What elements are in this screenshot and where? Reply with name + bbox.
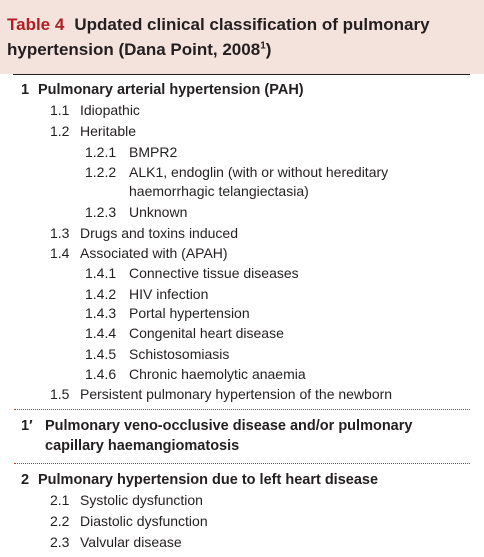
item-number: 1.2.2 xyxy=(85,164,117,180)
item-number: 2.2 xyxy=(50,513,70,529)
item-text: Chronic haemolytic anaemia xyxy=(129,366,306,382)
item-number: 1.3 xyxy=(50,225,70,241)
section-title: capillary haemangiomatosis xyxy=(45,438,240,454)
item-text: Valvular disease xyxy=(80,534,182,550)
section-title: Pulmonary hypertension due to left heart disease xyxy=(38,472,379,488)
item-number: 1.4 xyxy=(50,245,70,261)
item-text: ALK1, endoglin (with or without hereditary xyxy=(129,164,389,180)
item-number: 1.4.6 xyxy=(85,366,117,382)
table-title xyxy=(7,12,477,62)
item-number: 2.3 xyxy=(50,534,70,550)
table-label: Table 4 xyxy=(7,15,65,34)
item-number: 1.2.3 xyxy=(85,204,117,220)
section-title: Pulmonary arterial hypertension (PAH) xyxy=(38,82,304,98)
item-text: Idiopathic xyxy=(80,102,140,118)
section-number: 2 xyxy=(21,472,30,488)
item-number: 1.2 xyxy=(50,123,70,139)
section-divider xyxy=(14,409,470,410)
item-number: 1.1 xyxy=(50,102,70,118)
item-text: haemorrhagic telangiectasia) xyxy=(129,183,309,199)
item-number: 1.4.1 xyxy=(85,265,117,281)
item-text: BMPR2 xyxy=(129,144,178,160)
item-number: 1.5 xyxy=(50,386,70,402)
item-text: Diastolic dysfunction xyxy=(80,513,208,529)
title-close: ) xyxy=(265,40,272,59)
item-text: Heritable xyxy=(80,123,137,139)
section-number: 1 xyxy=(21,82,30,98)
section-divider xyxy=(14,463,470,464)
item-text: Systolic dysfunction xyxy=(80,492,203,508)
item-number: 1.4.4 xyxy=(85,325,117,341)
item-text: Associated with (APAH) xyxy=(80,245,228,261)
item-text: Drugs and toxins induced xyxy=(80,225,238,241)
section-title: Pulmonary veno-occlusive disease and/or pulmonary xyxy=(45,418,413,434)
item-number: 1.4.2 xyxy=(85,286,117,302)
title-reference: 1 xyxy=(260,40,266,52)
table-title-text: Updated clinical classification of pulmonary hypertension (Dana Point, 2008 xyxy=(7,15,430,59)
item-text: Portal hypertension xyxy=(129,305,250,321)
item-text: Congenital heart disease xyxy=(129,325,284,341)
item-number: 1.4.5 xyxy=(85,346,117,362)
item-text: Schistosomiasis xyxy=(129,346,230,362)
section-number: 1′ xyxy=(21,418,33,434)
item-number: 2.1 xyxy=(50,492,70,508)
item-text: HIV infection xyxy=(129,286,209,302)
item-text: Connective tissue diseases xyxy=(129,265,299,281)
item-text: Unknown xyxy=(129,204,188,220)
item-text: Persistent pulmonary hypertension of the newborn xyxy=(80,386,393,402)
item-number: 1.2.1 xyxy=(85,144,117,160)
item-number: 1.4.3 xyxy=(85,305,117,321)
header-rule xyxy=(13,74,470,75)
